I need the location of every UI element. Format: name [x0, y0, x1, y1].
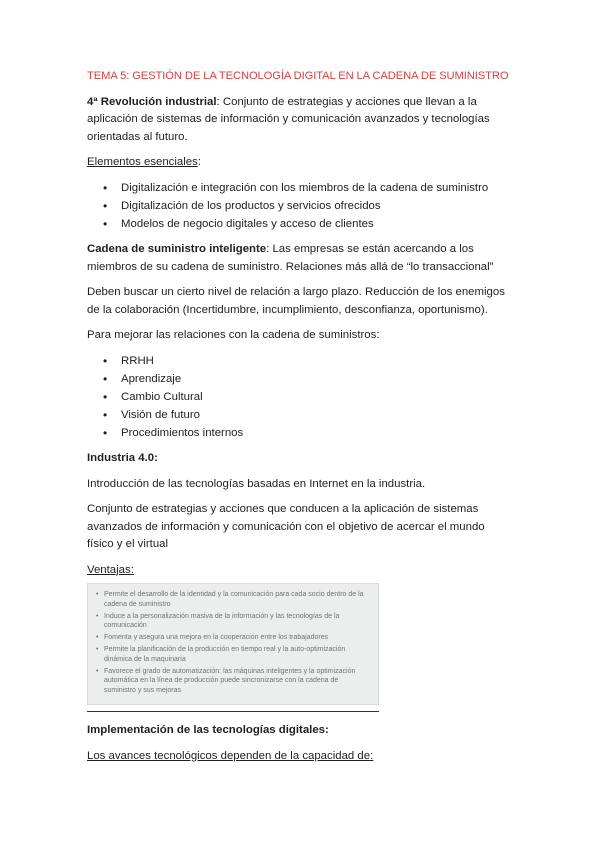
ventaja-item: • Permite la planificación de la producción en tiempo real y la auto-optimización dinámica de la maquinaria — [96, 645, 372, 664]
mejorar-list — [87, 353, 512, 443]
revolucion-paragraph — [87, 94, 512, 147]
elementos-colon: : — [197, 156, 201, 168]
industria-paragraph-2: Conjunto de estrategias y acciones que conducen a la aplicación de sistemas avanzados de información y comunicación con el objetivo de acercar el mundo físico y el virtual — [87, 503, 485, 550]
revolucion-text: : Conjunto de estrategias y acciones que llevan a la aplicación de sistemas de información y comunicación avanzados y tecnologías orientadas al futuro. — [87, 95, 490, 143]
document-content — [87, 68, 512, 773]
ventajas-image — [87, 583, 379, 705]
list-item: • Modelos de negocio digitales y acceso de clientes — [121, 216, 512, 234]
cadena-text: : Las empresas se están acercando a los miembros de su cadena de suministro. Relaciones más allá de “lo transaccional” — [87, 243, 494, 273]
list-item: • RRHH — [121, 353, 512, 371]
elementos-list — [87, 180, 512, 234]
page-title: TEMA 5: GESTIÓN DE LA TECNOLOGÍA DIGITAL EN LA CADENA DE SUMINISTRO — [87, 70, 509, 82]
list-item: • Digitalización de los productos y servicios ofrecidos — [121, 198, 512, 216]
revolucion-term: 4ª Revolución industrial — [87, 95, 217, 108]
elementos-heading — [87, 154, 512, 172]
mejorar-intro: Para mejorar las relaciones con la cadena de suministros: — [87, 329, 380, 341]
elementos-heading-text: Elementos esenciales — [87, 156, 198, 168]
implementacion-subheading: Los avances tecnológicos dependen de la capacidad de: — [87, 749, 374, 762]
list-item: • Procedimientos internos — [121, 425, 512, 443]
relacion-paragraph: Deben buscar un cierto nivel de relación a largo plazo. Reducción de los enemigos de la colaboración (Incertidumbre, incumplimiento, desconfianza, oportunismo). — [87, 286, 505, 316]
implementacion-heading: Implementación de las tecnologías digitales: — [87, 724, 329, 736]
list-item: • Cambio Cultural — [121, 389, 512, 407]
industria-paragraph-1: Introducción de las tecnologías basadas en Internet en la industria. — [87, 477, 426, 490]
ventaja-item: • Fomenta y asegura una mejora en la cooperación entre los trabajadores — [96, 633, 372, 643]
list-item: • Visión de futuro — [121, 407, 512, 425]
list-item: • Digitalización e integración con los miembros de la cadena de suministro — [121, 180, 512, 198]
ventaja-item: • Favorece el grado de automatización: las máquinas inteligentes y la optimización automática en la línea de producción puede sincronizarse con la cadena de suministro y sus mejoras — [96, 667, 372, 696]
industria-heading: Industria 4.0: — [87, 452, 158, 464]
list-item: • Aprendizaje — [121, 371, 512, 389]
ventaja-item: • Permite el desarrollo de la identidad y la comunicación para cada socio dentro de la cadena de suministro — [96, 590, 372, 609]
divider — [87, 711, 379, 712]
cadena-term: Cadena de suministro inteligente — [87, 243, 267, 255]
ventaja-item: • Induce a la personalización masiva de la información y las tecnologías de la comunicación — [96, 612, 372, 631]
cadena-paragraph — [87, 241, 512, 276]
ventajas-heading: Ventajas: — [87, 563, 134, 576]
